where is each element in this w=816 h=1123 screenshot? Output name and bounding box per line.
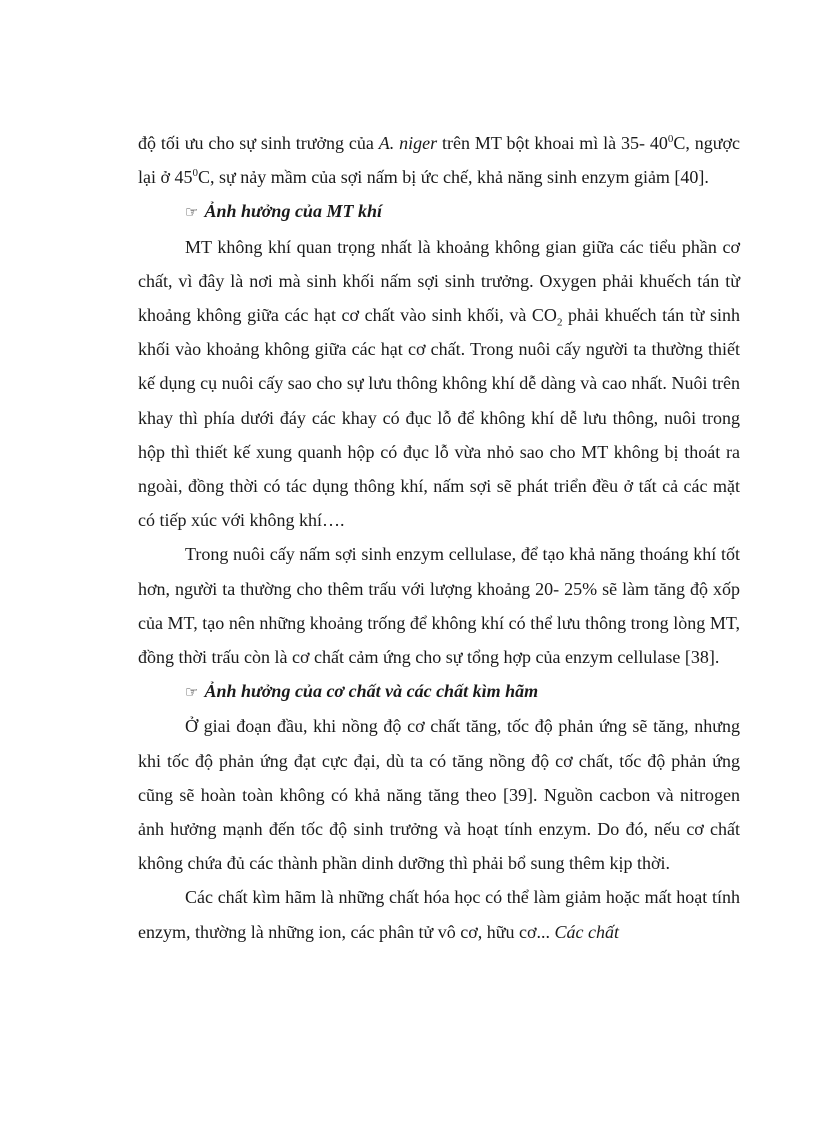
text-run: Các chất kìm hãm là những chất hóa học có thể làm giảm hoặc mất hoạt tính enzym, thường là những ion, các phân tử vô cơ, hữu cơ... — [138, 887, 740, 942]
paragraph-inhibitors — [138, 880, 740, 948]
section-heading-air — [138, 194, 740, 229]
paragraph-substrate: Ở giai đoạn đầu, khi nồng độ cơ chất tăng, tốc độ phản ứng sẽ tăng, nhưng khi tốc độ phản ứng đạt cực đại, dù ta có tăng nồng độ cơ chất, tốc độ phản ứng cũng sẽ hoàn toàn không có khả năng tăng theo [39]. Nguồn cacbon và nitrogen ảnh hưởng mạnh đến tốc độ sinh trưởng và hoạt tính enzym. Do đó, nếu cơ chất không chứa đủ các thành phần dinh dưỡng thì phải bổ sung thêm kịp thời. — [138, 716, 740, 874]
section-heading-substrate — [138, 674, 740, 709]
paragraph-air — [138, 230, 740, 538]
text-run: MT không khí quan trọng nhất là khoảng không gian giữa các tiểu phần cơ chất, vì đây là nơi mà sinh khối nấm sợi sinh trưởng. Oxygen phải khuếch tán từ khoảng không giữa các hạt cơ chất vào sinh khối, và CO — [138, 236, 740, 326]
heading-text: Ảnh hưởng của MT khí — [204, 201, 382, 222]
text-run: độ tối ưu cho sự sinh trưởng của — [138, 133, 379, 153]
pointing-hand-icon: ☞ — [185, 203, 199, 222]
text-run: C, ngược lại ở 45 — [138, 133, 740, 188]
paragraph-temperature — [138, 126, 740, 194]
co2-subscript: 2 — [556, 316, 563, 329]
species-name: A. niger — [378, 133, 438, 153]
text-run: trên MT bột khoai mì là 35- 40 — [437, 133, 668, 153]
paragraph-cellulase: Trong nuôi cấy nấm sợi sinh enzym cellulase, để tạo khả năng thoáng khí tốt hơn, người ta thường cho thêm trấu với lượng khoảng 20- 25% sẽ làm tăng độ xốp của MT, tạo nên những khoảng trống để không khí có thể lưu thông trong lòng MT, đồng thời trấu còn là cơ chất cảm ứng cho sự tổng hợp của enzym cellulase [38]. — [138, 544, 740, 668]
degree-superscript: 0 — [192, 167, 199, 180]
heading-text: Ảnh hưởng của cơ chất và các chất kìm hãm — [204, 681, 539, 702]
text-run: C, sự nảy mầm của sợi nấm bị ức chế, khả năng sinh enzym giảm [40]. — [198, 167, 709, 188]
degree-superscript: 0 — [667, 133, 674, 145]
pointing-hand-icon: ☞ — [185, 683, 199, 702]
text-run: phải khuếch tán từ sinh khối vào khoảng không giữa các hạt cơ chất. Trong nuôi cấy người ta thường thiết kế dụng cụ nuôi cấy sao cho sự lưu thông không khí dễ dàng và cao nhất. Nuôi trên khay thì phía dưới đáy các khay có đục lỗ để không khí dễ lưu thông, nuôi trong hộp thì thiết kế xung quanh hộp có đục lỗ vừa nhỏ sao cho MT không bị thoát ra ngoài, đồng thời có tác dụng thông khí, nấm sợi sẽ phát triển đều ở tất cả các mặt có tiếp xúc với không khí…. — [138, 305, 741, 531]
document-page — [138, 126, 740, 949]
italic-run: Các chất — [554, 921, 619, 942]
